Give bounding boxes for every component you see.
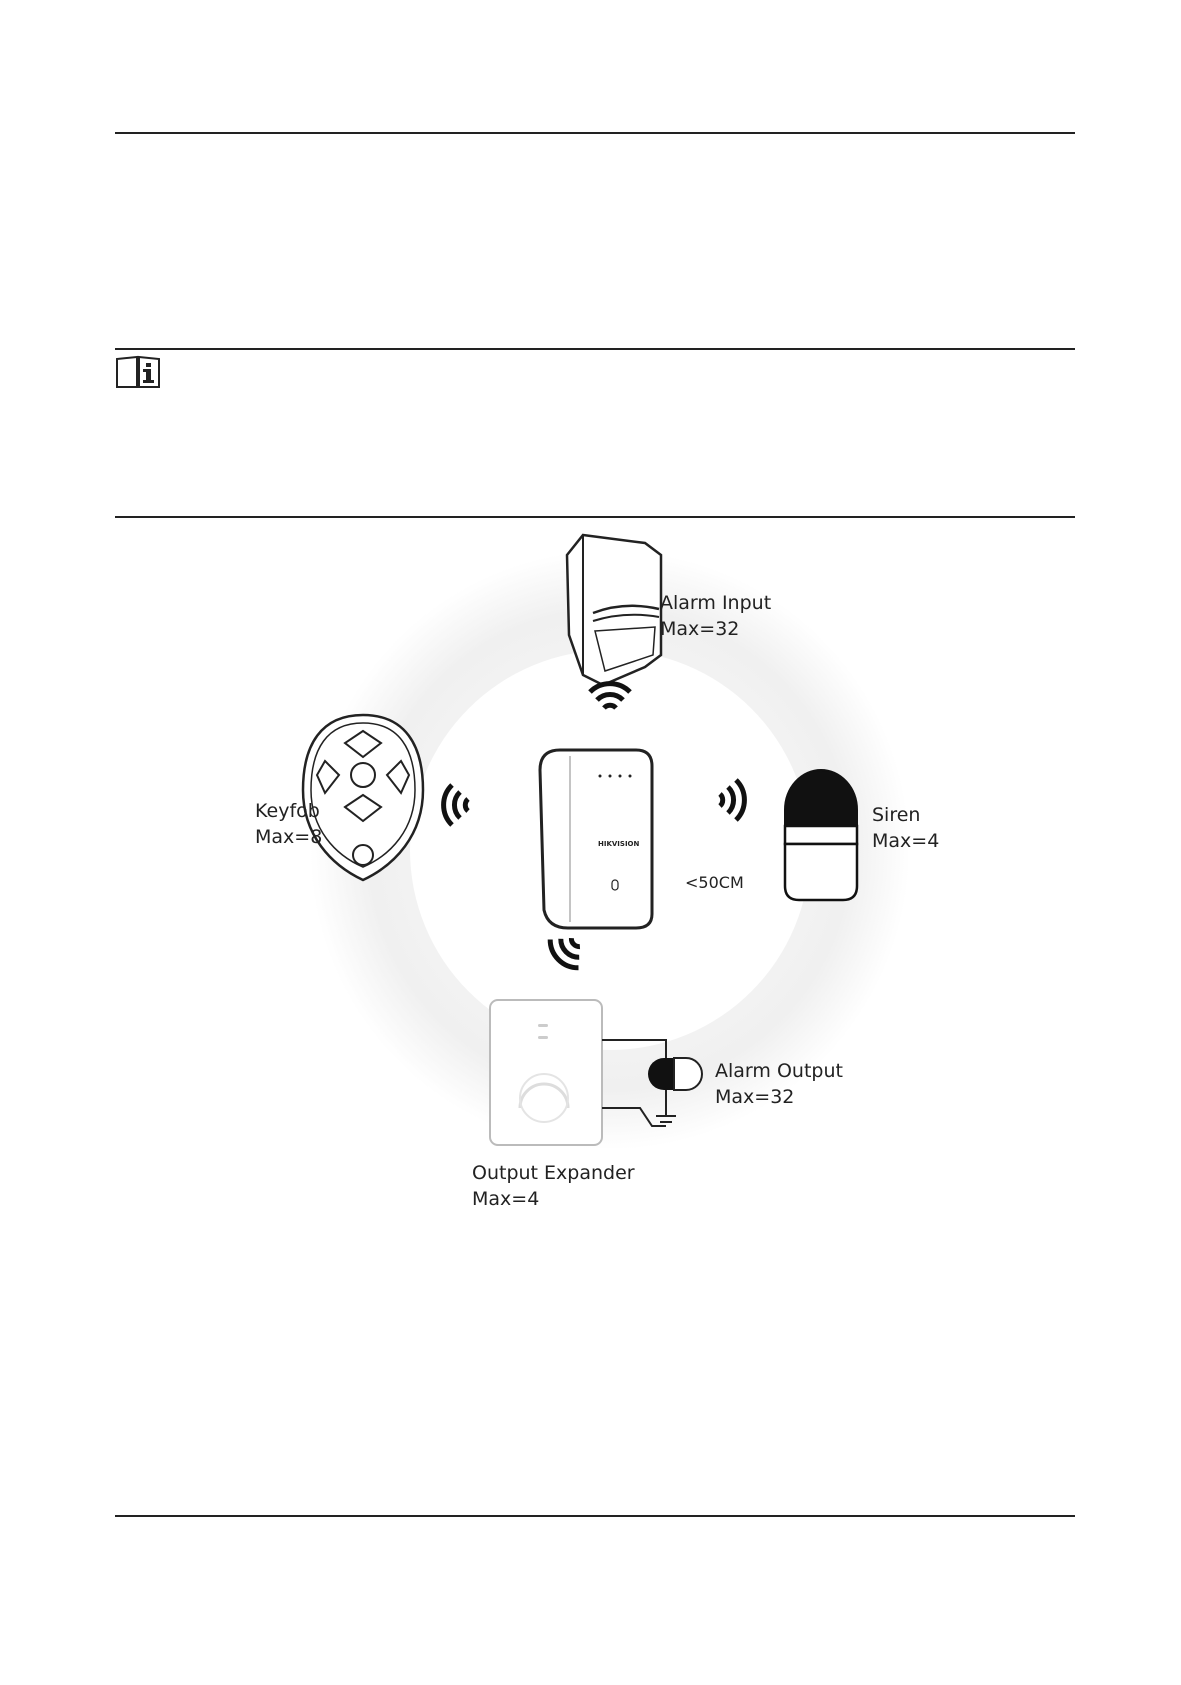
siren-icon bbox=[785, 770, 857, 900]
diagram-graphic bbox=[250, 530, 970, 1230]
system-topology-diagram bbox=[250, 530, 970, 1230]
top-rule bbox=[115, 132, 1075, 134]
panel-brand-logo: HIKVISION bbox=[598, 840, 640, 848]
alarm-input-max: Max=32 bbox=[660, 618, 740, 640]
keyfob-max: Max=8 bbox=[255, 826, 323, 848]
footer-rule bbox=[115, 1515, 1075, 1517]
pir-detector-icon bbox=[567, 535, 661, 685]
alarm-output-max: Max=32 bbox=[715, 1086, 795, 1108]
output-expander-label: Output Expander bbox=[472, 1162, 635, 1184]
note-top-rule bbox=[115, 348, 1075, 350]
alarm-input-label: Alarm Input bbox=[660, 592, 772, 614]
distance-label: <50CM bbox=[685, 873, 744, 892]
siren-label: Siren bbox=[872, 804, 921, 826]
output-expander-icon bbox=[490, 1000, 602, 1145]
keyfob-label: Keyfob bbox=[255, 800, 320, 822]
note-bottom-rule bbox=[115, 516, 1075, 518]
book-info-icon bbox=[115, 355, 161, 389]
alarm-output-icon bbox=[648, 1058, 702, 1090]
siren-max: Max=4 bbox=[872, 830, 940, 852]
alarm-output-label: Alarm Output bbox=[715, 1060, 843, 1082]
output-expander-max: Max=4 bbox=[472, 1188, 540, 1210]
